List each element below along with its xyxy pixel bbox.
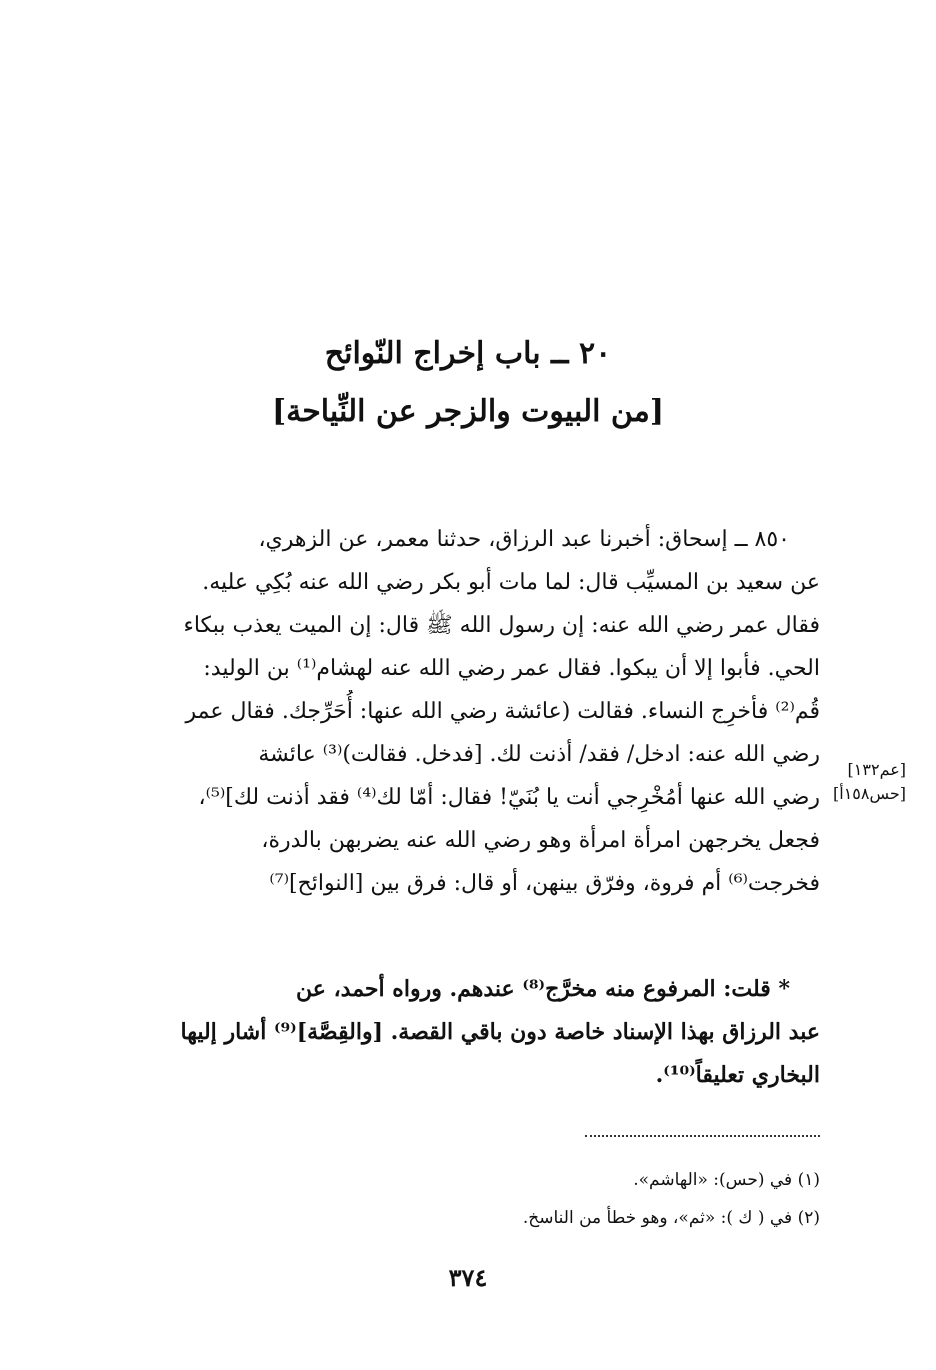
commentary-line: * قلت: المرفوع منه مخرَّج⁽⁸⁾ عندهم. ورواه أحمد، عن (296, 976, 790, 1002)
commentary-line: البخاري تعليقاً⁽¹⁰⁾. (655, 1062, 820, 1088)
hadith-line: ٨٥٠ ــ إسحاق: أخبرنا عبد الرزاق، حدثنا معمر، عن الزهري، (258, 527, 790, 552)
chapter-subtitle: [من البيوت والزجر عن النِّياحة] (271, 394, 665, 429)
footnote: (١) في (حس): «الهاشم». (633, 1170, 820, 1190)
margin-note-line: [حس١٥٨أ] (833, 784, 906, 803)
footnote: (٢) في ( ك ): «ثم»، وهو خطأ من الناسخ. (522, 1208, 820, 1228)
footnote-separator (585, 1135, 820, 1137)
manuscript-margin-note (826, 758, 906, 806)
margin-note-line: [عم١٣٢] (847, 760, 906, 779)
commentary-text (100, 968, 820, 1097)
hadith-line: رضي الله عنه: ادخل/ فقد/ أذنت لك. [فدخل. فقالت)⁽³⁾ عائشة (258, 742, 820, 767)
hadith-line: عن سعيد بن المسيِّب قال: لما مات أبو بكر رضي الله عنه بُكِي عليه. (202, 570, 820, 595)
commentary-line: عبد الرزاق بهذا الإسناد خاصة دون باقي القصة. [والقِصَّة]⁽⁹⁾ أشار إليها (180, 1019, 820, 1045)
chapter-title: ٢٠ ــ باب إخراج النّوائح (324, 336, 612, 371)
hadith-line: فخرجت⁽⁶⁾ أم فروة، وفرّق بينهن، أو قال: فرق بين [النوائح]⁽⁷⁾ (269, 871, 820, 896)
hadith-line: فجعل يخرجهن امرأة امرأة وهو رضي الله عنه يضربهن بالدرة، (261, 828, 820, 853)
hadith-text (100, 518, 820, 905)
hadith-line: فقال عمر رضي الله عنه: إن رسول الله ﷺ قال: إن الميت يعذب ببكاء (183, 613, 820, 638)
hadith-line: الحي. فأبوا إلا أن يبكوا. فقال عمر رضي الله عنه لهشام⁽¹⁾ بن الوليد: (203, 656, 820, 681)
page-number: ٣٧٤ (448, 1263, 488, 1292)
hadith-line: رضي الله عنها أمُخْرِجي أنت يا بُنَيّ! فقال: أمّا لك⁽⁴⁾ فقد أذنت لك]⁽⁵⁾، (198, 785, 820, 810)
hadith-line: قُم⁽²⁾ فأخرِج النساء. فقالت (عائشة رضي الله عنها: أُحَرِّجك. فقال عمر (185, 699, 820, 724)
